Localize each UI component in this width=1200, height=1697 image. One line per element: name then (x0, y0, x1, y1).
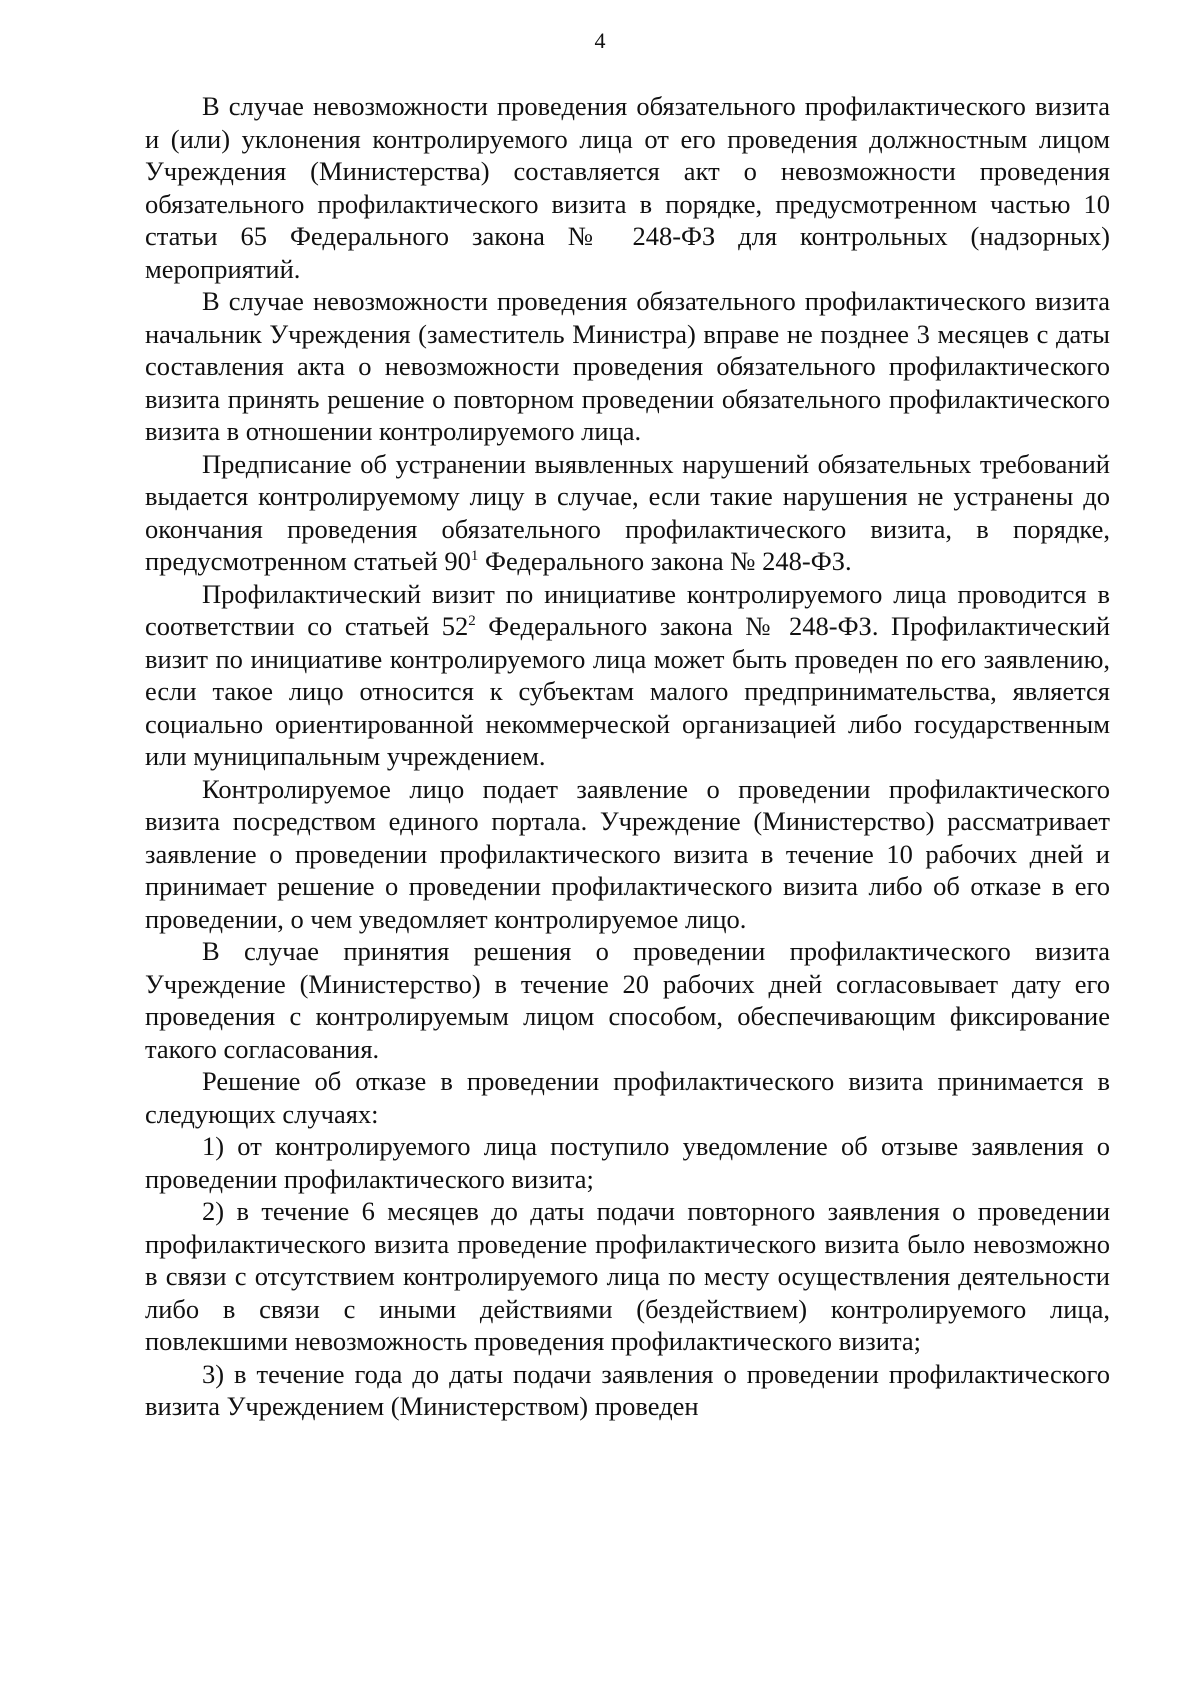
paragraph-prescription-text-end: Федерального закона № 248-ФЗ. (478, 546, 852, 576)
superscript-article-52: 2 (468, 613, 476, 630)
body-text (145, 90, 1110, 1423)
list-item-refusal-3: 3) в течение года до даты подачи заявления о проведении профилактического визита Учреждением (Министерством) проведен (145, 1358, 1110, 1421)
paragraph-date-agreement: В случае принятия решения о проведении профилактического визита Учреждение (Министерство) в течение 20 рабочих дней согласовывает дату его проведения с контролируемым лицом способом, обеспечивающим фиксирование такого согласования. (145, 936, 1110, 1064)
paragraph-repeat-visit: В случае невозможности проведения обязательного профилактического визита начальник Учреждения (заместитель Министра) вправе не позднее 3 месяцев с даты составления акта о невозможности проведения обязательного профилактического визита принять решение о повторном проведении обязательного профилактического визита в отношении контролируемого лица. (145, 286, 1110, 446)
paragraph-refusal-intro: Решение об отказе в проведении профилактического визита принимается в следующих случаях: (145, 1066, 1110, 1129)
page-number: 4 (594, 28, 606, 53)
paragraph-prescription (145, 448, 1110, 578)
list-item-refusal-1: 1) от контролируемого лица поступило уведомление об отзыве заявления о проведении профилактического визита; (145, 1131, 1110, 1194)
paragraph-prescription-text: Предписание об устранении выявленных нарушений обязательных требований выдается контролируемому лицу в случае, если такие нарушения не устранены до окончания проведения обязательного профилактического визита, в порядке, предусмотренном статьей 90 (145, 448, 1110, 576)
superscript-article-90: 1 (470, 548, 479, 565)
paragraph-initiative-text-end: Федерального закона № 248-ФЗ. Профилактический визит по инициативе контролируемого лица может быть проведен по его заявлению, если такое лицо относится к субъектам малого предпринимательства, является социально ориентированной некоммерческой организацией либо государственным или муниципальным учреждением. (145, 611, 1111, 771)
paragraph-initiative-text: Профилактический визит по инициативе контролируемого лица проводится в соответствии со статьей 52 (145, 578, 1110, 641)
paragraph-act-impossibility: В случае невозможности проведения обязательного профилактического визита и (или) уклонения контролируемого лица от его проведения должностным лицом Учреждения (Министерства) составляется акт о невозможности проведения обязательного профилактического визита в порядке, предусмотренном частью 10 статьи 65 Федерального закона № 248-ФЗ для контрольных (надзорных) мероприятий. (145, 91, 1110, 284)
list-item-refusal-2: 2) в течение 6 месяцев до даты подачи повторного заявления о проведении профилактического визита проведение профилактического визита было невозможно в связи с отсутствием контролируемого лица по месту осуществления деятельности либо в связи с иными действиями (бездействием) контролируемого лица, повлекшими невозможность проведения профилактического визита; (145, 1196, 1110, 1356)
paragraph-application: Контролируемое лицо подает заявление о проведении профилактического визита посредством единого портала. Учреждение (Министерство) рассматривает заявление о проведении профилактического визита в течение 10 рабочих дней и принимает решение о проведении профилактического визита либо об отказе в его проведении, о чем уведомляет контролируемое лицо. (145, 773, 1110, 934)
paragraph-initiative-visit (145, 578, 1110, 773)
